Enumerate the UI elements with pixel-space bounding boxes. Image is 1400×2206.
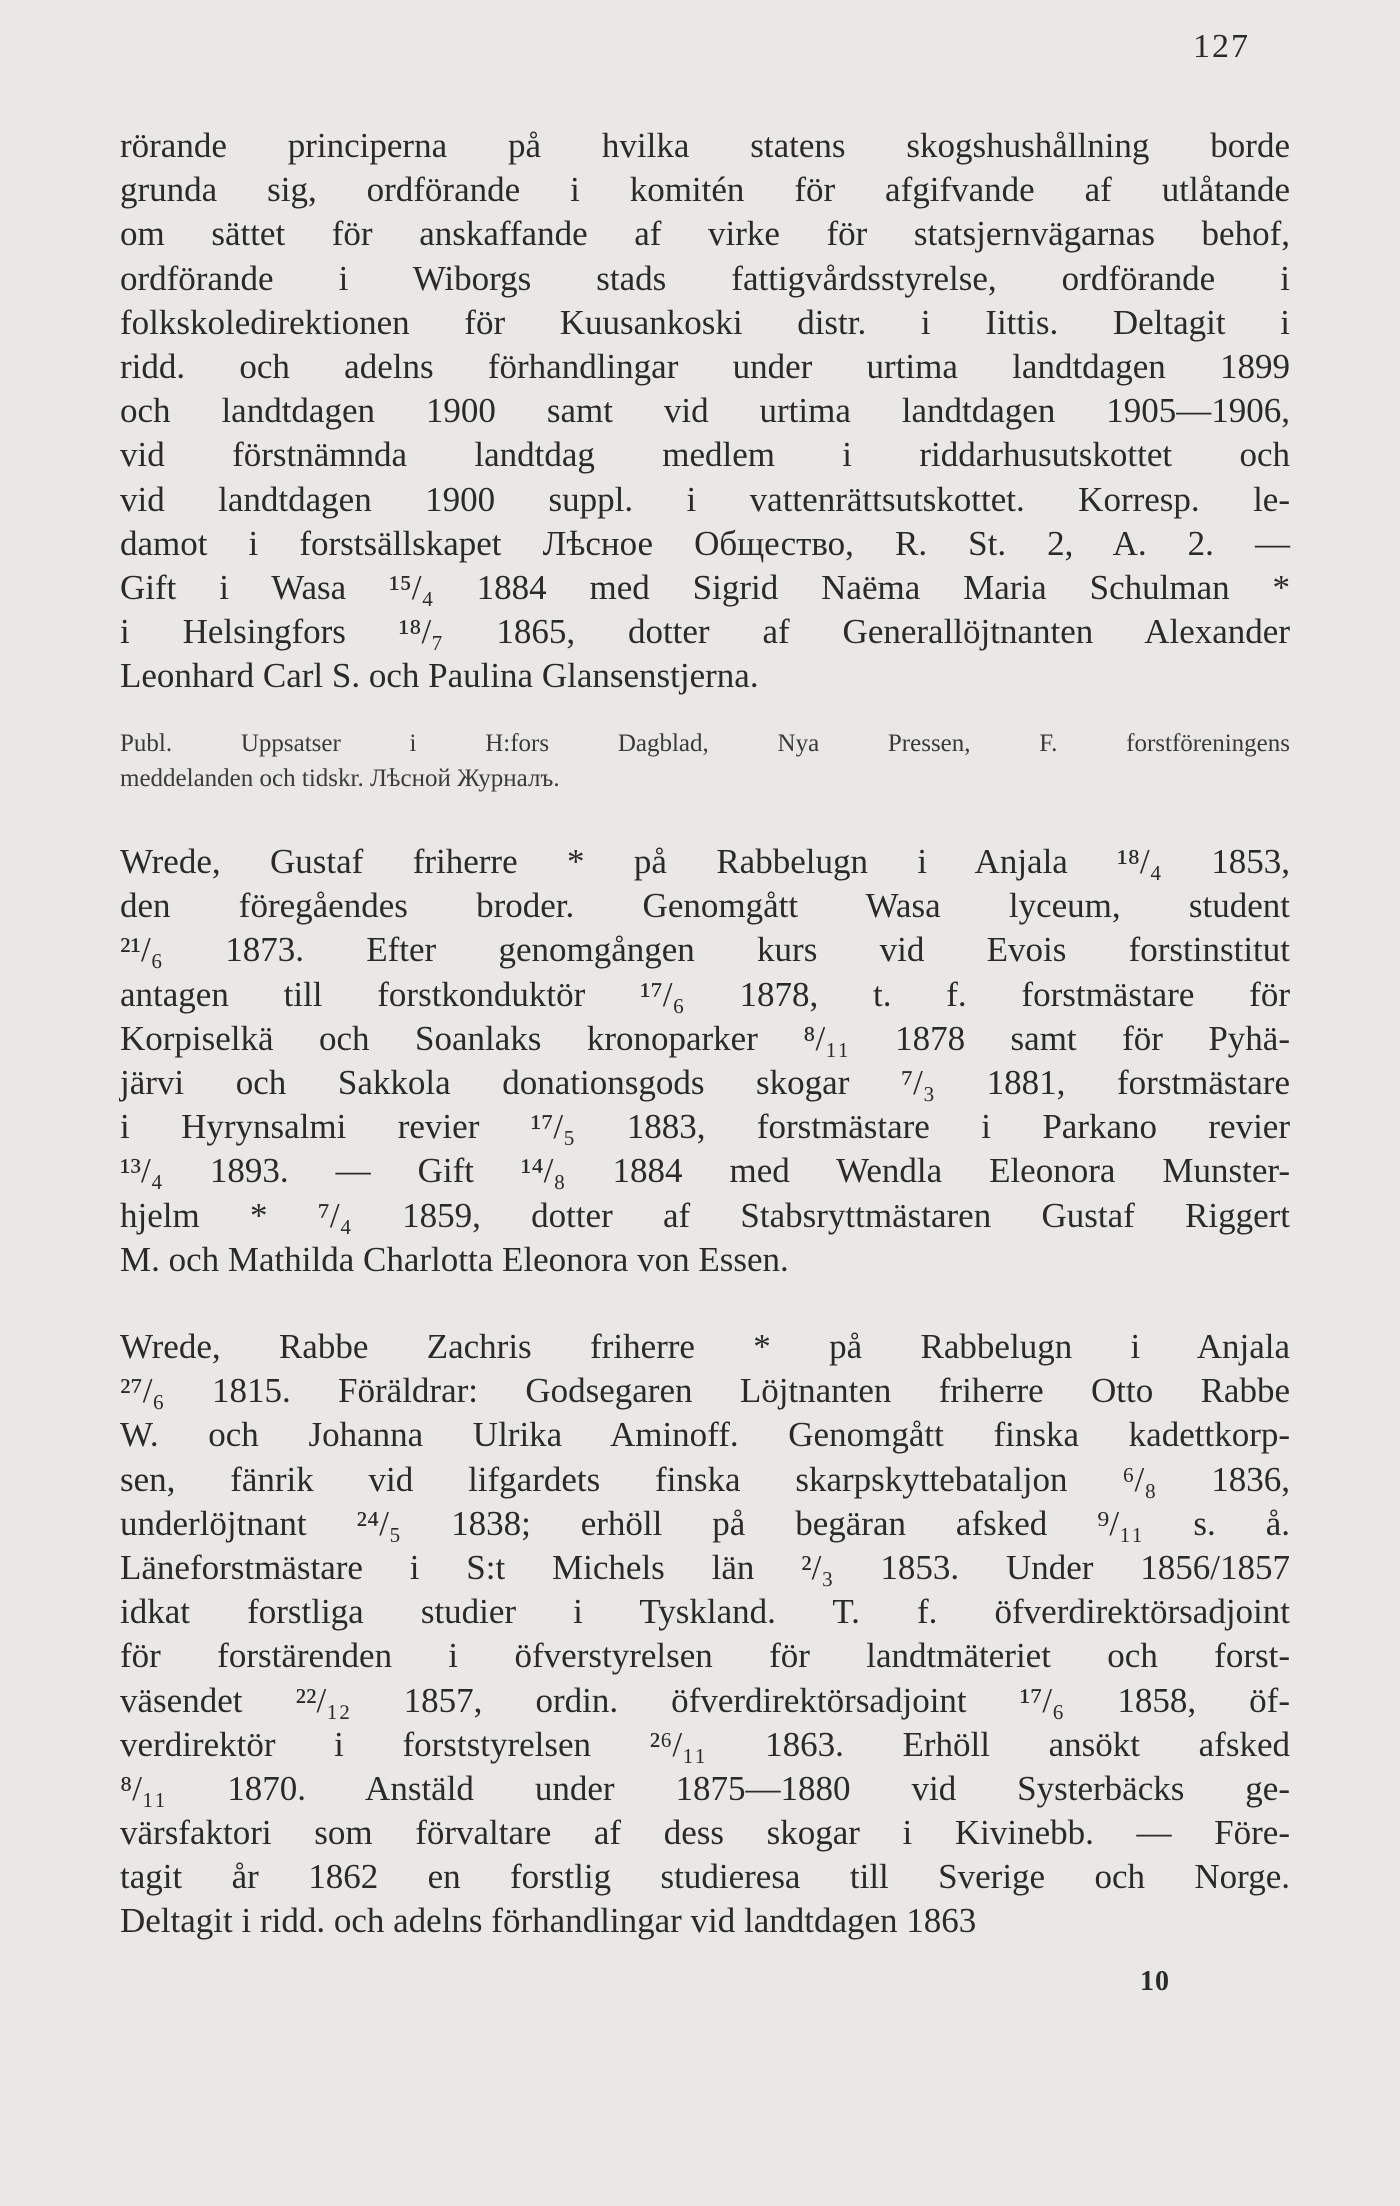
text-line: och landtdagen 1900 samt vid urtima landtdagen 1905—1906, [120,391,1290,431]
text-line: Gift i Wasa ¹⁵/₄ 1884 med Sigrid Naëma Maria Schulman * [120,567,1290,607]
entry-wrede-rabbe-zachris [120,1325,1290,1944]
text-line: ridd. och adelns förhandlingar under urtima landtdagen 1899 [120,346,1290,386]
text-line: ⁸/₁₁ 1870. Anstäld under 1875—1880 vid Systerbäcks ge- [120,1768,1290,1808]
printer-signature-mark: 10 [1140,1966,1170,1997]
text-line: Publ. Uppsatser i H:fors Dagblad, Nya Pressen, F. forstföreningens [120,730,1290,757]
text-line: folkskoledirektionen för Kuusankoski distr. i Iittis. Deltagit i [120,302,1290,342]
text-line: Wrede, Rabbe Zachris friherre * på Rabbelugn i Anjala [120,1327,1290,1366]
text-line: damot i forstsällskapet Лѣсное Общество, R. St. 2, A. 2. — [120,523,1290,563]
text-line: ordförande i Wiborgs stads fattigvårdsstyrelse, ordförande i [120,258,1290,298]
text-line: W. och Johanna Ulrika Aminoff. Genomgått finska kadettkorp- [120,1415,1290,1455]
entry-wrede-gustaf [120,840,1290,1282]
text-line: hjelm * ⁷/₄ 1859, dotter af Stabsryttmästaren Gustaf Riggert [120,1195,1290,1235]
text-line: antagen till forstkonduktör ¹⁷/₆ 1878, t. f. forstmästare för [120,974,1290,1014]
text-line: värsfaktori som förvaltare af dess skogar i Kivinebb. — Före- [120,1813,1290,1853]
text-line: järvi och Sakkola donationsgods skogar ⁷/₃ 1881, forstmästare [120,1062,1290,1102]
entry-continuation [120,124,1290,698]
text-line: ²¹/₆ 1873. Efter genomgången kurs vid Evois forstinstitut [120,930,1290,970]
text-line: idkat forstliga studier i Tyskland. T. f. öfverdirektörsadjoint [120,1592,1290,1632]
text-line: grunda sig, ordförande i komitén för afgifvande af utlåtande [120,170,1290,210]
publications-note [120,726,1290,796]
text-line: rörande principerna på hvilka statens skogshushållning borde [120,126,1290,165]
text-line: i Hyrynsalmi revier ¹⁷/₅ 1883, forstmästare i Parkano revier [120,1107,1290,1147]
text-line: M. och Mathilda Charlotta Eleonora von Essen. [120,1239,789,1279]
text-line: om sättet för anskaffande af virke för statsjernvägarnas behof, [120,214,1290,254]
text-line: sen, fänrik vid lifgardets finska skarpskyttebataljon ⁶/₈ 1836, [120,1459,1290,1499]
text-line: den föregåendes broder. Genomgått Wasa lyceum, student [120,886,1290,926]
text-line: tagit år 1862 en forstlig studieresa till Sverige och Norge. [120,1857,1290,1897]
text-line: Deltagit i ridd. och adelns förhandlingar vid landtdagen 1863 [120,1901,977,1941]
text-line: Korpiselkä och Soanlaks kronoparker ⁸/₁₁ 1878 samt för Pyhä- [120,1018,1290,1058]
text-line: Läneforstmästare i S:t Michels län ²/₃ 1853. Under 1856/1857 [120,1547,1290,1587]
text-line: ¹³/₄ 1893. — Gift ¹⁴/₈ 1884 med Wendla Eleonora Munster- [120,1151,1290,1191]
text-line: vid landtdagen 1900 suppl. i vattenrättsutskottet. Korresp. le- [120,479,1290,519]
text-line: verdirektör i forststyrelsen ²⁶/₁₁ 1863. Erhöll ansökt afsked [120,1724,1290,1764]
text-line: Wrede, Gustaf friherre * på Rabbelugn i Anjala ¹⁸/₄ 1853, [120,842,1290,881]
text-line: meddelanden och tidskr. Лѣсной Журналъ. [120,765,560,792]
text-line: väsendet ²²/₁₂ 1857, ordin. öfverdirektörsadjoint ¹⁷/₆ 1858, öf- [120,1680,1290,1720]
text-line: för forstärenden i öfverstyrelsen för landtmäteriet och forst- [120,1636,1290,1676]
text-line: ²⁷/₆ 1815. Föräldrar: Godsegaren Löjtnanten friherre Otto Rabbe [120,1371,1290,1411]
text-line: vid förstnämnda landtdag medlem i riddarhusutskottet och [120,435,1290,475]
page-number: 127 [1193,28,1250,65]
text-line: underlöjtnant ²⁴/₅ 1838; erhöll på begäran afsked ⁹/₁₁ s. å. [120,1503,1290,1543]
text-line: Leonhard Carl S. och Paulina Glansenstjerna. [120,656,759,696]
text-line: i Helsingfors ¹⁸/₇ 1865, dotter af Generallöjtnanten Alexander [120,612,1290,652]
